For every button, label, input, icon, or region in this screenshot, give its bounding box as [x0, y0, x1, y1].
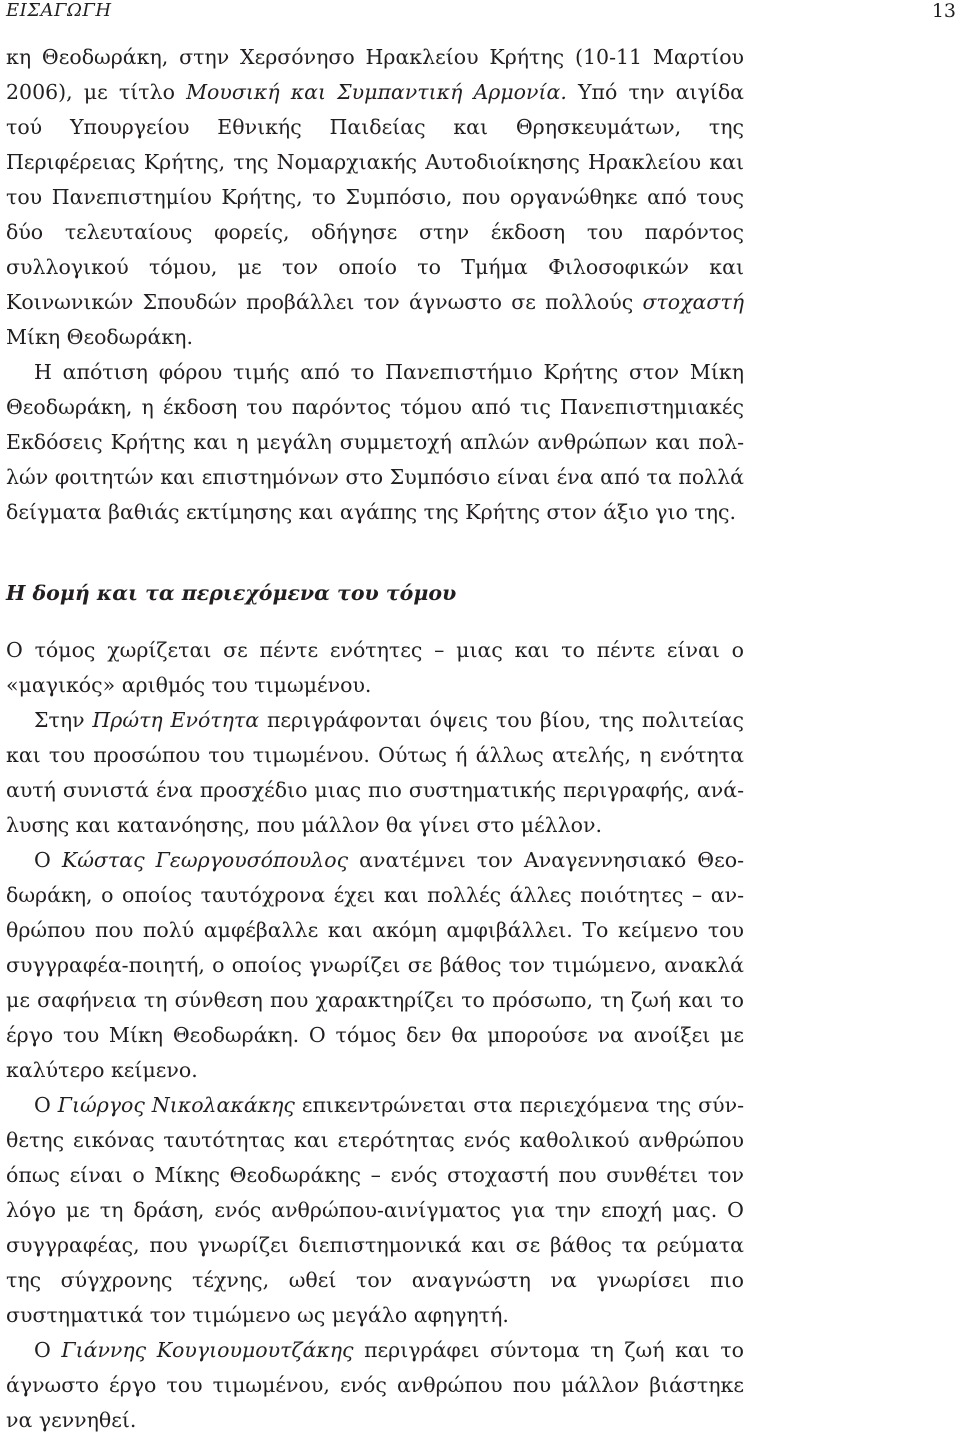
italic-text-run: Γιώργος Νικολακάκης — [57, 1093, 295, 1117]
italic-text-run: Κώστας Γεωργουσόπουλος — [61, 848, 349, 872]
page-number: 13 — [931, 0, 956, 22]
italic-text-run: Γιάννης Κουγιουμουτζάκης — [61, 1338, 354, 1362]
paragraph-4 — [6, 703, 744, 843]
text-run: Ο — [34, 1093, 58, 1117]
paragraph-1 — [6, 40, 744, 355]
text-run: περιγράφει σύντομα τη ζωή και το άγνωστο έργο του τιμωμένου, ενός ανθρώπου που μάλλον βιάστηκε να γεννηθεί. — [6, 1338, 745, 1432]
text-run: Μίκη Θεοδωράκη. — [6, 325, 193, 349]
running-title: ΕΙΣΑΓΩΓΗ — [6, 0, 112, 21]
text-run: Η απότιση φόρου τιμής από το Πανεπιστήμιο Κρήτης στον Μίκη Θεοδωράκη, η έκδοση του παρόντος τόμου από τις Πανεπιστημιακές Εκδόσεις Κρήτης και η μεγάλη συμμετοχή απλών ανθρώπων και πολλών φοιτητών και επιστημόνων στο Συμπόσιο είναι ένα από τα πολλά δείγματα βαθιάς εκτίμησης και αγάπης της Κρήτης στον άξιο γιο της. — [6, 360, 744, 524]
section-text — [6, 633, 744, 1438]
text-run: Ο — [34, 848, 62, 872]
page-body — [6, 40, 744, 1438]
text-run: Στην — [34, 708, 93, 732]
italic-text-run: Μουσική και Συμπαντική Αρμονία. — [186, 80, 567, 104]
text-run: κη Θεοδωράκη, στην Χερσόνησο Ηρακλείου Κρήτης (10-11 Μαρτίου 2006), με τίτλο — [6, 45, 744, 104]
paragraph-6 — [6, 1088, 744, 1333]
text-run: περιγράφονται όψεις του βίου, της πολιτείας και του προσώπου του τιμωμένου. Ούτως ή άλλως ατελής, η ενότητα αυτή συνιστά ένα προσχέδιο μιας πιο συστηματικής περιγραφής, ανάλυσης και κατανόησης, που μάλλον θα γίνει στο μέλλον. — [6, 708, 744, 837]
text-run: Ο — [34, 1338, 62, 1362]
section-heading: Η δομή και τα περιεχόμενα του τόμου — [6, 581, 457, 605]
text-run: Ο τόμος χωρίζεται σε πέντε ενότητες – μιας και το πέντε είναι ο «μαγικός» αριθμός του τιμωμένου. — [6, 638, 744, 697]
italic-text-run: Πρώτη Ενότητα — [92, 708, 260, 732]
paragraph-5 — [6, 843, 744, 1088]
text-run: Υπό την αιγίδα τού Υπουργείου Εθνικής Παιδείας και Θρησκευμάτων, της Περιφέρειας Κρήτης, της Νομαρχιακής Αυτοδιοίκησης Ηρακλείου και του Πανεπιστημίου Κρήτης, το Συμπόσιο, που οργανώθηκε από τους δύο τελευταίους φορείς, οδήγησε στην έκδοση του παρόντος συλλογικού τόμου, με τον οποίο το Τμήμα Φιλοσοφικών και Κοινωνικών Σπουδών προβάλλει τον άγνωστο σε πολλούς — [6, 80, 745, 314]
paragraph-3 — [6, 633, 744, 703]
intro-text — [6, 40, 744, 530]
paragraph-7 — [6, 1333, 744, 1438]
text-run: ανατέμνει τον Αναγεννησιακό Θεοδωράκη, ο οποίος ταυτόχρονα έχει και πολλές άλλες ποιότητες – ανθρώπου που πολύ αμφέβαλλε και ακόμη αμφιβάλλει. Το κείμενο του συγγραφέα-ποιητή, ο οποίος γνωρίζει σε βάθος τον τιμώμενο, ανακλά με σαφήνεια τη σύνθεση που χαρακτηρίζει το πρόσωπο, τη ζωή και το έργο του Μίκη Θεοδωράκη. Ο τόμος δεν θα μπορούσε να ανοίξει με καλύτερο κείμενο. — [6, 848, 744, 1082]
paragraph-2 — [6, 355, 744, 530]
text-run: επικεντρώνεται στα περιεχόμενα της σύνθετης εικόνας ταυτότητας και ετερότητας ενός καθολικού ανθρώπου όπως είναι ο Μίκης Θεοδωράκης – ενός στοχαστή που συνθέτει τον λόγο με τη δράση, ενός ανθρώπου-αινίγματος για την εποχή μας. Ο συγγραφέας, που γνωρίζει διεπιστημονικά και σε βάθος τα ρεύματα της σύγχρονης τέχνης, ωθεί τον αναγνώστη να γνωρίσει πιο συστηματικά τον τιμώμενο ως μεγάλο αφηγητή. — [6, 1093, 744, 1327]
italic-text-run: στοχαστή — [642, 290, 744, 314]
